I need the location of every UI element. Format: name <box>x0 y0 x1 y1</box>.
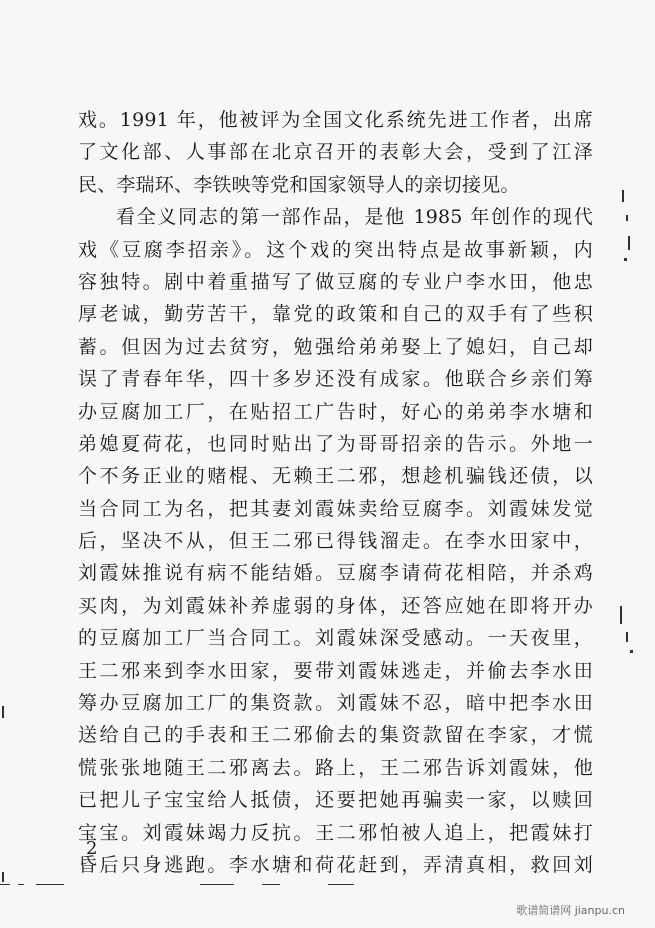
text-line: 王二邪来到李水田家，要带刘霞妹逃走，并偷去李水田 <box>78 659 593 682</box>
text-line: 当合同工为名，把其妻刘霞妹卖给豆腐李。刘霞妹发觉 <box>78 497 593 520</box>
text-line: 后，坚决不从，但王二邪已得钱溜走。在李水田家中， <box>78 530 593 553</box>
text-line: 办豆腐加工厂，在贴招工广告时，好心的弟弟李水塘和 <box>78 400 593 423</box>
text-line: 送给自己的手表和王二邪偷去的集资款留在李家，才慌 <box>78 724 593 747</box>
text-line: 刘霞妹推说有病不能结婚。豆腐李请荷花相陪，并杀鸡 <box>78 562 593 585</box>
text-line: 容独特。剧中着重描写了做豆腐的专业户李水田，他忠 <box>78 270 593 293</box>
text-line: 昏后只身逃跑。李水塘和荷花赶到，弄清真相，救回刘 <box>78 853 593 876</box>
scan-artifact <box>624 258 627 261</box>
scan-artifact <box>628 236 630 250</box>
text-line: 误了青春年华，四十多岁还没有成家。他联合乡亲们筹 <box>78 368 593 391</box>
text-line: 民、李瑞环、李铁映等党和国家领导人的亲切接见。 <box>78 173 520 196</box>
text-line: 宝宝。刘霞妹竭力反抗。王二邪怕被人追上，把霞妹打 <box>78 821 593 844</box>
text-line: 筹办豆腐加工厂的集资款。刘霞妹不忍，暗中把李水田 <box>78 692 593 715</box>
scan-artifact <box>620 606 622 624</box>
text-line: 买肉，为刘霞妹补养虚弱的身体，还答应她在即将开办 <box>78 594 593 617</box>
text-line: 看全义同志的第一部作品，是他 1985 年创作的现代 <box>116 206 593 229</box>
text-line: 了文化部、人事部在北京召开的表彰大会，受到了江泽 <box>78 141 593 164</box>
text-line: 已把儿子宝宝给人抵债，还要把她再骗卖一家，以赎回 <box>78 789 593 812</box>
footer-scan-marks <box>0 884 655 904</box>
text-line: 慌张张地随王二邪离去。路上，王二邪告诉刘霞妹，他 <box>78 756 593 779</box>
body-text <box>78 104 593 881</box>
scan-artifact <box>2 872 4 882</box>
text-line: 个不务正业的赌棍、无赖王二邪，想趁机骗钱还债，以 <box>78 465 593 488</box>
scan-artifact <box>2 706 4 718</box>
page-number: 2 <box>86 838 98 859</box>
scan-artifact <box>626 632 628 642</box>
text-line: 戏《豆腐李招亲》。这个戏的突出特点是故事新颖，内 <box>78 238 593 261</box>
watermark: 歌谱简谱网 jianpu.cn <box>516 904 625 917</box>
text-line: 的豆腐加工厂当合同工。刘霞妹深受感动。一天夜里， <box>78 627 593 650</box>
text-line: 戏。1991 年，他被评为全国文化系统先进工作者，出席 <box>78 109 593 131</box>
scan-artifact <box>630 650 633 653</box>
text-line: 弟媳夏荷花，也同时贴出了为哥哥招亲的告示。外地一 <box>78 432 593 455</box>
scan-artifact <box>622 190 624 202</box>
scan-artifact <box>626 215 628 221</box>
text-line: 蓄。但因为过去贫穷，勉强给弟弟娶上了媳妇，自己却 <box>78 335 593 358</box>
text-line: 厚老诚，勤劳苦干，靠党的政策和自己的双手有了些积 <box>78 303 593 326</box>
